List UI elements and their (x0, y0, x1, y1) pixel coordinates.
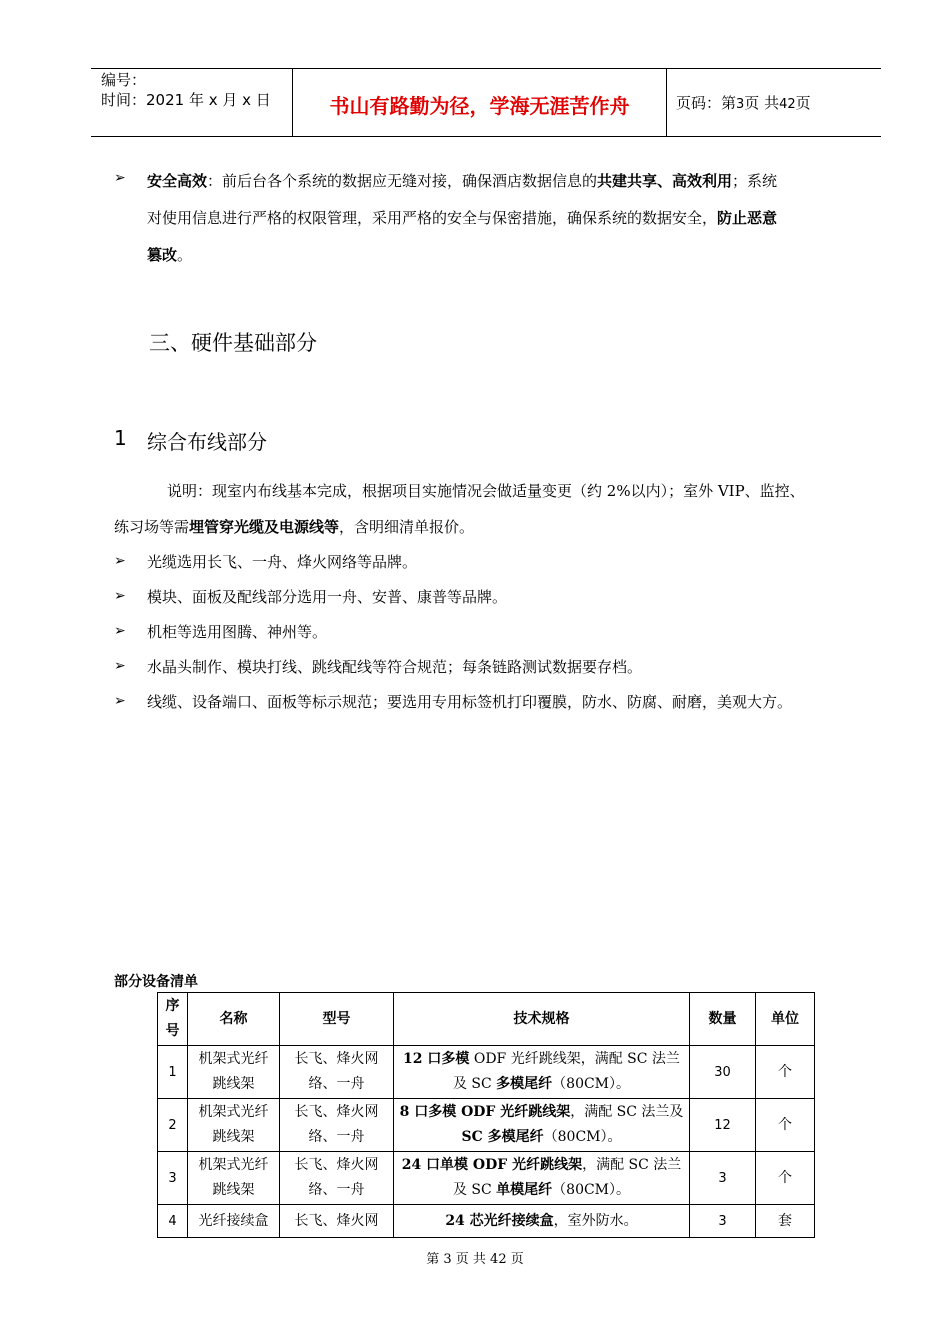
table-row (158, 1152, 815, 1205)
arrow-bullet-icon: ➢ (114, 553, 126, 569)
table-header-row (158, 993, 815, 1046)
header-meta (101, 70, 271, 110)
subsection-number: 1 (114, 426, 127, 450)
intro-line-1: 说明：现室内布线基本完成，根据项目实施情况会做适量变更（约 2%以内）；室外 VIP、监控、 (167, 482, 805, 500)
list-item: 水晶头制作、模块打线、跳线配线等符合规范；每条链路测试数据要存档。 (147, 658, 643, 676)
arrow-bullet-icon: ➢ (114, 693, 126, 709)
security-text-4: 。 (177, 246, 193, 264)
cell-qty: 12 (690, 1099, 756, 1152)
security-text-3: 对使用信息进行严格的权限管理，采用严格的安全与保密措施，确保系统的数据安全， (147, 209, 718, 227)
cell-qty: 30 (690, 1046, 756, 1099)
cell-unit: 个 (756, 1099, 815, 1152)
cell-qty: 3 (690, 1205, 756, 1238)
cell-model: 长飞、烽火网 络、一舟 (280, 1152, 394, 1205)
cell-unit: 个 (756, 1152, 815, 1205)
header-seq: 序 号 (158, 993, 188, 1046)
table-title: 部分设备清单 (114, 974, 198, 990)
header-time-label: 时间：2021 年 x 月 x 日 (101, 91, 271, 109)
cell-seq: 2 (158, 1099, 188, 1152)
list-item: 线缆、设备端口、面板等标示规范；要选用专用标签机打印覆膜，防水、防腐、耐磨，美观大方。 (147, 693, 793, 711)
equipment-table (157, 992, 815, 1238)
cell-spec: 24 口单模 ODF 光纤跳线架，满配 SC 法兰 及 SC 单模尾纤（80CM）。 (394, 1152, 690, 1205)
cell-seq: 3 (158, 1152, 188, 1205)
intro-text-b: ，含明细清单报价。 (339, 518, 475, 536)
cell-name: 机架式光纤 跳线架 (188, 1099, 280, 1152)
cell-unit: 套 (756, 1205, 815, 1238)
cell-name: 机架式光纤 跳线架 (188, 1152, 280, 1205)
header-model: 型号 (280, 993, 394, 1046)
page-number: 3 (736, 97, 745, 112)
header-motto: 书山有路勤为径，学海无涯苦作舟 (329, 94, 630, 118)
page-mid: 页 共 (744, 94, 780, 112)
arrow-bullet-icon: ➢ (114, 170, 126, 186)
header-unit: 单位 (756, 993, 815, 1046)
header-top-rule (91, 68, 881, 69)
arrow-bullet-icon: ➢ (114, 588, 126, 604)
list-item: 光缆选用长飞、一舟、烽火网络等品牌。 (147, 553, 418, 571)
cell-seq: 4 (158, 1205, 188, 1238)
security-bold-2: 防止恶意 (717, 209, 778, 227)
list-item: 模块、面板及配线部分选用一舟、安普、康普等品牌。 (147, 588, 508, 606)
security-line-2 (147, 208, 777, 228)
cell-spec: 24 芯光纤接续盒，室外防水。 (394, 1205, 690, 1238)
security-label: 安全高效 (147, 172, 208, 190)
page-footer: 第 3 页 共 42 页 (426, 1252, 524, 1267)
header-name: 名称 (188, 993, 280, 1046)
intro-text-a: 练习场等需 (114, 518, 190, 536)
table-row (158, 1046, 815, 1099)
header-number-label: 编号： (101, 71, 147, 89)
section-title: 三、硬件基础部分 (149, 331, 317, 355)
security-text-2: ；系统 (732, 172, 778, 190)
security-bold-3: 篡改 (147, 246, 178, 264)
page-suffix: 页 (795, 94, 811, 112)
cell-name: 光纤接续盒 (188, 1205, 280, 1238)
header-page-info (676, 92, 811, 113)
header-qty: 数量 (690, 993, 756, 1046)
header-spec: 技术规格 (394, 993, 690, 1046)
security-line-1 (147, 171, 777, 191)
cell-name: 机架式光纤 跳线架 (188, 1046, 280, 1099)
cell-spec: 8 口多模 ODF 光纤跳线架，满配 SC 法兰及 SC 多模尾纤（80CM）。 (394, 1099, 690, 1152)
page-total: 42 (779, 97, 796, 112)
intro-line-2 (114, 517, 474, 537)
arrow-bullet-icon: ➢ (114, 623, 126, 639)
list-item: 机柜等选用图腾、神州等。 (147, 623, 328, 641)
cell-unit: 个 (756, 1046, 815, 1099)
arrow-bullet-icon: ➢ (114, 658, 126, 674)
page-prefix: 页码：第 (676, 94, 737, 112)
security-bold-1: 共建共享、高效利用 (597, 172, 733, 190)
cell-model: 长飞、烽火网 络、一舟 (280, 1046, 394, 1099)
header-divider (666, 69, 667, 136)
table-row (158, 1205, 815, 1238)
security-text-1: ：前后台各个系统的数据应无缝对接，确保酒店数据信息的 (207, 172, 598, 190)
table-row (158, 1099, 815, 1152)
cell-model: 长飞、烽火网 络、一舟 (280, 1099, 394, 1152)
intro-bold: 埋管穿光缆及电源线等 (189, 518, 340, 536)
cell-spec: 12 口多模 ODF 光纤跳线架，满配 SC 法兰 及 SC 多模尾纤（80CM）。 (394, 1046, 690, 1099)
cell-seq: 1 (158, 1046, 188, 1099)
header-bottom-rule (91, 136, 881, 137)
cell-model: 长飞、烽火网 (280, 1205, 394, 1238)
cell-qty: 3 (690, 1152, 756, 1205)
subsection-title: 综合布线部分 (147, 430, 267, 454)
security-line-3 (147, 245, 192, 265)
